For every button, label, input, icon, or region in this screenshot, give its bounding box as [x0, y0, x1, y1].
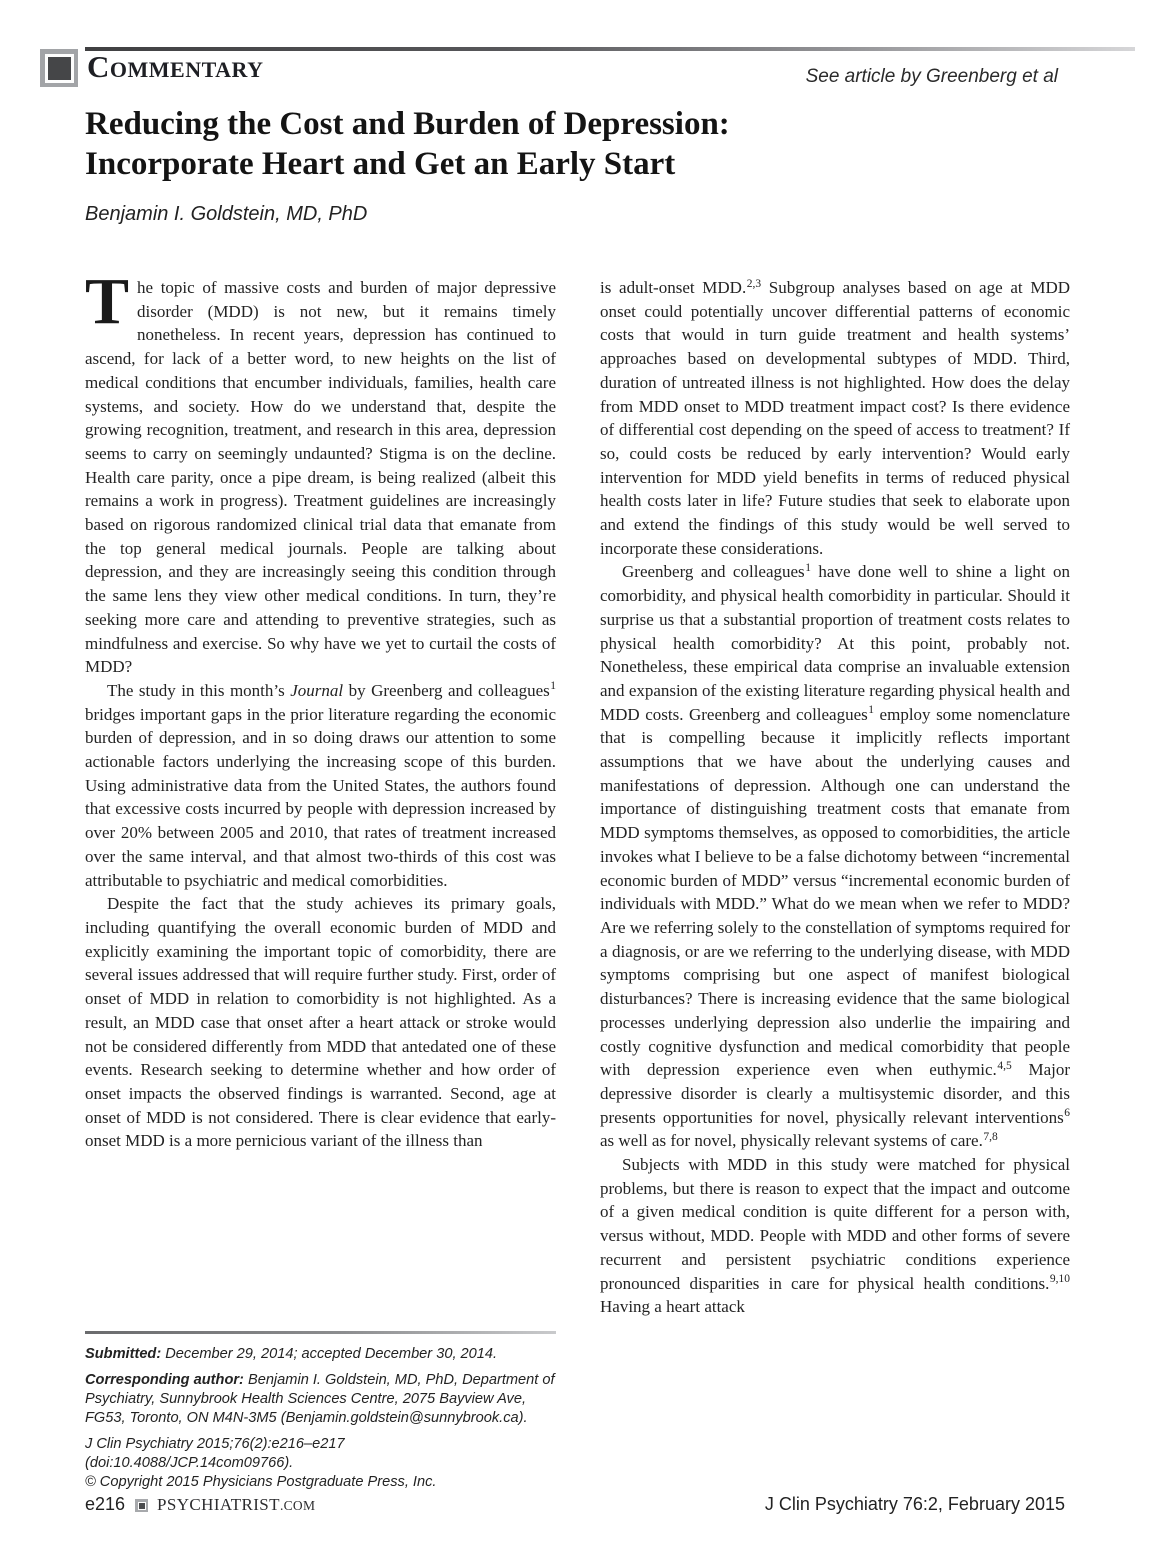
article-title-line2: Incorporate Heart and Get an Early Start: [85, 146, 676, 182]
note-label: Submitted:: [85, 1346, 166, 1362]
italic-text: © Copyright 2015 Physicians Postgraduate Press, Inc.: [85, 1474, 437, 1490]
footnote-reference: 1: [805, 561, 811, 574]
text-run: he topic of massive costs and burden of major depressive disorder (MDD) is not new, but it remains timely nonetheless. In recent years, depression has continued to ascend, for lack of a better word, to new heights on the list of medical conditions that encumber individuals, families, health care systems, and society. How do we understand that, despite the growing recognition, treatment, and research in this area, depression seems to carry on seemingly undaunted? Stigma is on the decline. Health care parity, once a pipe dream, is being realized (albeit this remains a work in progress). Treatment guidelines are increasingly based on rigorous randomized clinical trial data that emanate from the top general medical journals. People are talking about depression, and they are increasingly seeing this condition through the same lens they view other medical conditions. In turn, they’re seeking more care and attending to preventive strategies, such as mindfulness and exercise. So why have we yet to curtail the costs of MDD?: [85, 278, 556, 677]
text-run: Major depressive disorder is clearly a multisystemic disorder, and this presents opportunities for novel, physically relevant interventions: [600, 1060, 1071, 1127]
article-title: [85, 104, 985, 184]
body-paragraph: [600, 560, 1070, 1153]
page-footer: [85, 1494, 1065, 1518]
footnote-reference: 7,8: [983, 1130, 998, 1143]
text-run: Greenberg and colleagues: [622, 562, 805, 582]
square-bullet-icon-inner: [138, 1502, 146, 1510]
footnote-reference: 2,3: [746, 277, 762, 290]
footnote: [85, 1435, 556, 1473]
footnote-reference: 4,5: [997, 1059, 1012, 1072]
text-run: by Greenberg and colleagues: [343, 680, 550, 700]
square-bullet-icon: [135, 1499, 148, 1512]
section-label: Commentary: [87, 49, 264, 84]
article-title-line1: Reducing the Cost and Burden of Depression:: [85, 106, 730, 142]
left-column-paragraphs: [85, 265, 557, 1153]
italic-text: Benjamin I. Goldstein, MD, PhD, Department of Psychiatry, Sunnybrook Health Sciences Centre, 2075 Bayview Ave, FG53, Toronto, ON M4N-3M5 (Benjamin.goldstein@sunnybrook.ca).: [85, 1372, 555, 1426]
section-square-icon-inner: [45, 54, 74, 83]
footnote: [85, 1473, 556, 1492]
italic-text: Journal: [290, 680, 344, 700]
body-paragraph: [600, 276, 1070, 560]
footer-left: [85, 1494, 315, 1515]
footnote-reference: 6: [1064, 1107, 1070, 1120]
italic-text: J Clin Psychiatry 2015;76(2):e216–e217 (doi:10.4088/JCP.14com09766).: [85, 1436, 345, 1471]
text-run: employ some nomenclature that is compelling because it implicitly reflects important assumptions that we have about the underlying causes and manifestations of depression. Although one can understand the importance of distinguishing treatment costs that emanate from MDD symptoms themselves, as opposed to comorbidities, the article invokes what I believe to be a false dichotomy between “incremental economic burden of MDD” versus “incremental economic burden of individuals with MDD.” What do we mean when we refer to MDD? Are we referring solely to the constellation of symptoms required for a diagnosis, or are we referring to the underlying disease, with MDD symptoms comprising but one aspect of manifest biological disturbances? There is increasing evidence that the same biological processes underlying depression also underlie the impairing and costly cognitive dysfunction and medical comorbidity that people with depression experience even when euthymic.: [600, 704, 1070, 1080]
author-byline: Benjamin I. Goldstein, MD, PhD: [85, 203, 368, 225]
footnote: [85, 1371, 556, 1428]
text-run: Subgroup analyses based on age at MDD onset could potentially uncover differential patterns of economic costs that would in turn guide treatment and health systems’ approaches based on developmental subtypes of MDD. Third, duration of untreated illness is not highlighted. How does the delay from MDD onset to MDD treatment impact cost? Is there evidence of differential cost depending on the speed of access to treatment? If so, could costs be reduced by early intervention? Would early intervention for MDD yield benefits in terms of reduced physical health costs later in life? Future studies that seek to elaborate upon and extend the findings of this study would be well served to incorporate these considerations.: [600, 278, 1070, 558]
text-run: have done well to shine a light on comorbidity, and physical health comorbidity in particular. Should it surprise us that a substantial proportion of treatment costs relates to physical health comorbidity? At this point, probably not. Nonetheless, these empirical data comprise an invaluable extension and expansion of the existing literature regarding physical health and MDD costs. Greenberg and colleagues: [600, 562, 1071, 724]
footnote: [85, 1345, 556, 1364]
drop-cap: T: [85, 265, 130, 338]
body-paragraph: [85, 679, 556, 892]
footnote-reference: 1: [550, 680, 557, 693]
body-paragraph: [85, 892, 556, 1153]
text-run: is adult-onset MDD.: [600, 278, 747, 297]
text-run: as well as for novel, physically relevant systems of care.: [600, 1131, 983, 1151]
footnote-reference: 9,10: [1049, 1273, 1070, 1286]
text-run: bridges important gaps in the prior literature regarding the economic burden of depression, and in so doing draws our attention to some actionable factors underlying the increasing scope of this burden. Using administrative data from the United States, the authors found that excessive costs incurred by people with depression increased by over 20% between 2005 and 2010, that rates of treatment increased over the same interval, and that almost two-thirds of this cost was attributable to psychiatric and medical comorbidities.: [85, 704, 556, 890]
right-column: [600, 276, 1070, 1319]
text-run: The study in this month’s: [107, 680, 291, 700]
site-name: PSYCHIATRIST: [157, 1495, 280, 1514]
body-paragraph: [85, 265, 556, 679]
footnote-reference: 1: [868, 704, 875, 717]
footnote-rule: [85, 1331, 556, 1334]
footnote-block: [85, 1331, 556, 1499]
body-paragraph: [600, 1153, 1070, 1319]
italic-text: December 29, 2014; accepted December 30, 2014.: [165, 1346, 498, 1362]
text-run: Despite the fact that the study achieves its primary goals, including quantifying the overall economic burden of MDD and explicitly examining the important topic of comorbidity, there are several issues addressed that will require further study. First, order of onset of MDD in relation to comorbidity is not highlighted. As a result, an MDD case that onset after a heart attack or stroke would not be considered differently from MDD that antedated one of these events. Research seeking to determine whether and how order of onset impacts the observed findings is warranted. Second, age at onset of MDD is not considered. There is clear evidence that early-onset MDD is a more pernicious variant of the illness than: [85, 894, 556, 1151]
site-tld: .COM: [279, 1498, 316, 1513]
journal-citation: J Clin Psychiatry 76:2, February 2015: [764, 1494, 1065, 1514]
text-run: Subjects with MDD in this study were matched for physical problems, but there is reason to expect that the impact and outcome of a given medical condition is quite different for a person with, versus without, MDD. People with MDD and other forms of severe recurrent and persistent psychiatric conditions experience pronounced disparities in care for physical health conditions.: [600, 1155, 1070, 1293]
page-number: e216: [85, 1494, 126, 1514]
section-square-icon: [40, 49, 78, 87]
text-run: Having a heart attack: [600, 1297, 745, 1317]
right-column-paragraphs: [600, 276, 1070, 1319]
see-article-note: See article by Greenberg et al: [805, 66, 1058, 87]
note-label: Corresponding author:: [85, 1372, 248, 1388]
footnotes: [85, 1345, 556, 1492]
left-column: [85, 265, 557, 1490]
